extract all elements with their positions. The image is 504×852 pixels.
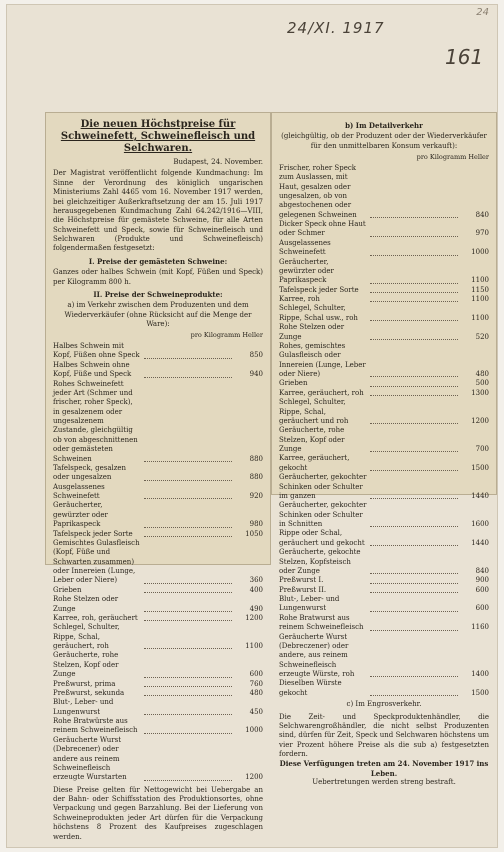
leader-dots xyxy=(370,236,458,237)
price-item-value: 600 xyxy=(475,585,489,594)
price-row xyxy=(53,539,263,586)
leader-dots xyxy=(370,301,458,302)
price-unit-header: pro Kilogramm Heller xyxy=(416,153,489,162)
price-row xyxy=(279,342,489,380)
price-item-label: Karree, roh xyxy=(279,295,320,304)
leader-dots xyxy=(370,395,458,396)
price-item-label: Schlegel, Schulter, Rippe, Schal usw., roh xyxy=(279,304,358,322)
leader-dots xyxy=(370,695,458,696)
section-1-title: I. Preise der gemästeten Schweine: xyxy=(88,256,228,266)
corner-number: 24 xyxy=(476,7,489,18)
price-row xyxy=(279,398,489,426)
leader-dots xyxy=(370,386,458,387)
leader-dots xyxy=(370,630,458,631)
price-item-label: Geräucherter, gekochter Schinken oder Schulter im ganzen xyxy=(279,473,367,500)
price-item-label: Rohe Bratwurst aus reinem Schweinefleisch xyxy=(279,613,364,632)
leader-dots xyxy=(144,686,232,687)
price-row xyxy=(53,623,263,651)
price-item-label: Preßwurst II. xyxy=(279,585,327,594)
price-item-value: 880 xyxy=(249,473,263,482)
price-row xyxy=(279,548,489,576)
price-item-label: Schlegel, Schulter, Rippe, Schal, geräuchert, roh xyxy=(53,623,120,651)
price-item-label: Karree, geräuchert, gekocht xyxy=(279,454,350,472)
price-item-label: Geräucherte, gekochte Stelzen, Kopfsteisch oder Zunge xyxy=(279,548,361,575)
price-item-label: Karree, roh, geräuchert xyxy=(53,613,138,622)
price-item-value: 1100 xyxy=(471,295,489,304)
price-item-value: 1200 xyxy=(245,773,263,782)
price-item-value: 490 xyxy=(249,604,263,613)
price-item-label: Geräucherte, rohe Stelzen, Kopf oder Zunge xyxy=(279,426,345,454)
price-item-label: Rohes, gemischtes Gulasfleisch oder Innereien (Lunge, Leber oder Niere) xyxy=(279,341,366,379)
price-item-label: Ausgelassenes Schweinefett xyxy=(279,238,331,257)
newspaper-clipping-right xyxy=(271,112,497,787)
price-item-value: 1100 xyxy=(471,313,489,322)
price-item-label: Preßwurst, prima xyxy=(53,679,116,688)
price-row xyxy=(279,501,489,529)
price-row xyxy=(279,576,489,585)
price-row xyxy=(53,651,263,679)
leader-dots xyxy=(144,480,232,481)
price-row xyxy=(279,323,489,342)
leader-dots xyxy=(144,733,232,734)
price-item-value: 1100 xyxy=(471,276,489,285)
price-row xyxy=(53,595,263,614)
price-item-value: 1000 xyxy=(245,726,263,735)
price-item-value: 840 xyxy=(475,210,489,219)
price-item-label: Preßwurst, sekunda xyxy=(53,688,125,697)
leader-dots xyxy=(370,545,458,546)
leader-dots xyxy=(370,292,458,293)
article-headline: Die neuen Höchstpreise für Schweinefett, Schweinefleisch und Selchwaren. xyxy=(60,119,256,154)
price-item-label: Dieselben Würste gekocht xyxy=(279,679,342,697)
price-item-value: 850 xyxy=(249,351,263,360)
price-item-value: 1160 xyxy=(471,623,489,632)
price-item-value: 970 xyxy=(475,229,489,238)
leader-dots xyxy=(144,620,232,621)
price-row xyxy=(279,454,489,473)
price-item-value: 1200 xyxy=(471,416,489,425)
price-item-value: 1500 xyxy=(471,688,489,697)
price-item-value: 600 xyxy=(475,604,489,613)
leader-dots xyxy=(144,358,232,359)
leader-dots xyxy=(144,527,232,528)
price-row xyxy=(53,380,263,464)
leader-dots xyxy=(144,714,232,715)
price-item-value: 940 xyxy=(249,370,263,379)
leader-dots xyxy=(144,780,232,781)
leader-dots xyxy=(144,536,232,537)
price-row xyxy=(279,633,489,680)
price-item-label: Geräucherter, gewürzter oder Paprikaspeck xyxy=(53,501,108,529)
price-item-value: 1440 xyxy=(471,491,489,500)
price-row xyxy=(53,680,263,689)
price-item-value: 480 xyxy=(249,688,263,697)
section-2-title: II. Preise der Schweineprodukte: xyxy=(93,289,223,299)
price-item-value: 600 xyxy=(249,670,263,679)
price-row xyxy=(279,426,489,454)
price-item-label: Geräucherte, rohe Stelzen, Kopf oder Zunge xyxy=(53,651,119,679)
price-row xyxy=(279,379,489,388)
price-item-label: Rohe Bratwürste aus reinem Schweinefleisch xyxy=(53,717,138,735)
price-item-value: 1000 xyxy=(471,248,489,257)
price-item-value: 1300 xyxy=(471,388,489,397)
price-item-label: Grieben xyxy=(53,585,82,594)
price-item-label: Dicker Speck ohne Haut oder Schmer xyxy=(279,220,366,238)
leader-dots xyxy=(370,376,458,377)
price-item-value: 980 xyxy=(249,520,263,529)
price-item-label: Tafelspeck jeder Sorte xyxy=(279,285,359,294)
price-item-label: Rohe Stelzen oder Zunge xyxy=(279,323,345,341)
price-item-label: Tafelspeck, gesalzen oder ungesalzen xyxy=(53,463,127,482)
price-row xyxy=(53,689,263,698)
price-item-label: Geräucherte Wurst (Debreczener) oder andere, aus reinem Schweinefleisch erzeugte Würste, roh xyxy=(279,632,355,679)
price-item-value: 880 xyxy=(249,454,263,463)
leader-dots xyxy=(144,461,232,462)
document-page xyxy=(6,4,498,848)
price-item-label: Geräucherter, gewürzter oder Paprikaspeck xyxy=(279,257,334,285)
price-row xyxy=(279,304,489,323)
penalty-warning: Uebertretungen werden streng bestraft. xyxy=(312,778,456,787)
article-intro: Der Magistrat veröffentlicht folgende Kundmachung: Im Sinne der Verordnung des königlich ungarischen Ministeriums Zahl 4465 vom 16. November 1917 werden, bei gleichzeitiger Außerkraftsetzung der am 15. Juli 1917 herausgegebenen Kundmachung Zahl 64.242/1916—VIII, die Höchstpreise für gemästete Schweine, für alle Arten Schweinefett und Speck, sowie für Schweinefleisch und Selchwaren (Produkte und Schweinefleisch) folgendermaßen festgesetzt: xyxy=(53,169,263,253)
price-row xyxy=(279,389,489,398)
price-row xyxy=(279,595,489,614)
price-item-label: Geräucherte Wurst (Debrecener) oder andere aus reinem Schweinefleisch erzeugte Wurstarten xyxy=(53,735,127,782)
leader-dots xyxy=(370,217,458,218)
price-row xyxy=(53,361,263,380)
leader-dots xyxy=(370,339,458,340)
leader-dots xyxy=(370,423,458,424)
price-item-value: 1050 xyxy=(245,529,263,538)
price-row xyxy=(53,736,263,783)
price-row xyxy=(53,342,263,361)
price-row xyxy=(53,530,263,539)
price-row xyxy=(279,286,489,295)
leader-dots xyxy=(370,320,458,321)
leader-dots xyxy=(370,470,458,471)
section-2c-subtitle: c) Im Engrosverkehr. xyxy=(346,700,422,709)
leader-dots xyxy=(370,451,458,452)
price-row xyxy=(53,483,263,502)
price-item-label: Karree, geräuchert, roh xyxy=(279,388,364,397)
price-item-label: Preßwurst I. xyxy=(279,576,324,585)
price-item-value: 1500 xyxy=(471,463,489,472)
price-row xyxy=(279,164,489,220)
price-item-value: 1440 xyxy=(471,538,489,547)
section-2a-subtitle: a) im Verkehr zwischen dem Produzenten und dem Wiederverkäufer (ohne Rücksicht auf die Menge der Ware): xyxy=(64,301,252,328)
handwritten-date: 24/XI. 1917 xyxy=(287,19,385,37)
leader-dots xyxy=(144,377,232,378)
price-item-value: 400 xyxy=(249,585,263,594)
price-item-label: Schlegel, Schulter, Rippe, Schal, geräuchert und roh xyxy=(279,398,349,425)
leader-dots xyxy=(370,583,458,584)
leader-dots xyxy=(370,592,458,593)
price-item-value: 520 xyxy=(475,332,489,341)
price-row xyxy=(53,717,263,736)
price-item-value: 1600 xyxy=(471,520,489,529)
price-row xyxy=(279,220,489,239)
price-item-label: Gemischtes Gulasfleisch (Kopf, Füße und Schwarten zusammen) oder Innereien (Lunge, Leber oder Niere) xyxy=(53,538,140,585)
price-list-wholesale xyxy=(53,342,263,783)
price-item-value: 450 xyxy=(249,707,263,716)
price-row xyxy=(279,614,489,633)
leader-dots xyxy=(370,526,458,527)
price-row xyxy=(53,501,263,529)
leader-dots xyxy=(370,283,458,284)
price-item-label: Ausgelassenes Schweinefett xyxy=(53,482,105,501)
price-list-retail xyxy=(279,164,489,698)
price-row xyxy=(53,464,263,483)
engros-note: Die Zeit- und Speckproduktenhändler, die Selchwarengroßhändler, die nicht selbst Produzenten sind, dürfen für Zeit, Speck und Selchwaren höchstens um vier Prozent höhere Preise als die sub a) festgesetzten fordern. xyxy=(279,712,489,759)
price-row xyxy=(279,586,489,595)
price-item-value: 480 xyxy=(475,370,489,379)
leader-dots xyxy=(144,592,232,593)
leader-dots xyxy=(370,255,458,256)
price-unit-header: pro Kilogramm Heller xyxy=(190,331,263,340)
wholesale-note: Diese Preise gelten für Nettogewicht bei Uebergabe an der Bahn- oder Schiffsstation des Produktionsortes, ohne Verpackung und gegen Barzahlung. Bei der Lieferung von Schweineprodukten jeder Art dürfen für die Verpackung höchstens 8 Prozent des Kaufpreises zugeschlagen werden. xyxy=(53,785,263,841)
price-row xyxy=(279,679,489,698)
leader-dots xyxy=(144,648,232,649)
leader-dots xyxy=(370,676,458,677)
price-item-value: 1150 xyxy=(471,285,489,294)
price-row xyxy=(279,473,489,501)
price-item-label: Geräucherter, gekochter Schinken oder Schulter in Schnitten xyxy=(279,501,367,529)
price-item-label: Rohe Stelzen oder Zunge xyxy=(53,595,119,613)
leader-dots xyxy=(370,573,458,574)
article-dateline: Budapest, 24. November. xyxy=(173,158,263,166)
price-item-label: Rohes Schweinefett jeder Art (Schmer und frischer, roher Speck), in gesalzenem oder ungesalzenem Zustande, gleichgültig ob von abgeschnittenen oder gemästeten Schweinen xyxy=(53,379,138,463)
price-item-label: Halbes Schwein ohne Kopf, Füße und Speck xyxy=(53,360,132,379)
price-row xyxy=(53,586,263,595)
effective-date-notice: Diese Verfügungen treten am 24. November 1917 ins Leben. xyxy=(279,759,489,778)
price-item-value: 760 xyxy=(249,679,263,688)
leader-dots xyxy=(144,583,232,584)
price-item-value: 700 xyxy=(475,445,489,454)
price-item-label: Tafelspeck jeder Sorte xyxy=(53,529,133,538)
price-row xyxy=(279,295,489,304)
price-row xyxy=(53,614,263,623)
section-2b-subtitle: b) Im Detailverkehr xyxy=(345,121,423,130)
price-row xyxy=(279,529,489,548)
price-row xyxy=(53,698,263,717)
leader-dots xyxy=(144,611,232,612)
newspaper-clipping-left xyxy=(45,112,271,841)
price-row xyxy=(279,239,489,258)
price-item-label: Blut-, Leber- und Lungenwurst xyxy=(279,595,340,613)
price-item-value: 1200 xyxy=(245,613,263,622)
section-2b-note: (gleichgültig, ob der Produzent oder der Wiederverkäufer für den unmittelbaren Konsum verkauft): xyxy=(281,132,487,150)
price-item-label: Halbes Schwein mit Kopf, Füßen ohne Speck xyxy=(53,342,140,360)
section-1-text: Ganzes oder halbes Schwein (mit Kopf, Füßen und Speck) per Kilogramm 800 h. xyxy=(53,268,263,286)
price-item-label: Grieben xyxy=(279,379,308,388)
leader-dots xyxy=(144,695,232,696)
price-item-value: 840 xyxy=(475,566,489,575)
leader-dots xyxy=(370,611,458,612)
price-item-label: Blut-, Leber- und Lungenwurst xyxy=(53,698,114,716)
price-item-value: 360 xyxy=(249,576,263,585)
leader-dots xyxy=(144,498,232,499)
price-item-value: 1100 xyxy=(245,642,263,651)
price-row xyxy=(279,258,489,286)
price-item-label: Frischer, roher Speck zum Auslassen, mit Haut, gesalzen oder ungesalzen, ob von abgestochenen oder gelegenen Schweinen xyxy=(279,163,357,219)
leader-dots xyxy=(370,498,458,499)
price-item-value: 500 xyxy=(475,379,489,388)
price-item-label: Rippe oder Schal, geräuchert und gekocht xyxy=(279,529,365,547)
handwritten-folio-number: 161 xyxy=(445,45,484,69)
price-item-value: 1400 xyxy=(471,670,489,679)
price-item-value: 900 xyxy=(475,576,489,585)
price-item-value: 920 xyxy=(249,492,263,501)
leader-dots xyxy=(144,677,232,678)
